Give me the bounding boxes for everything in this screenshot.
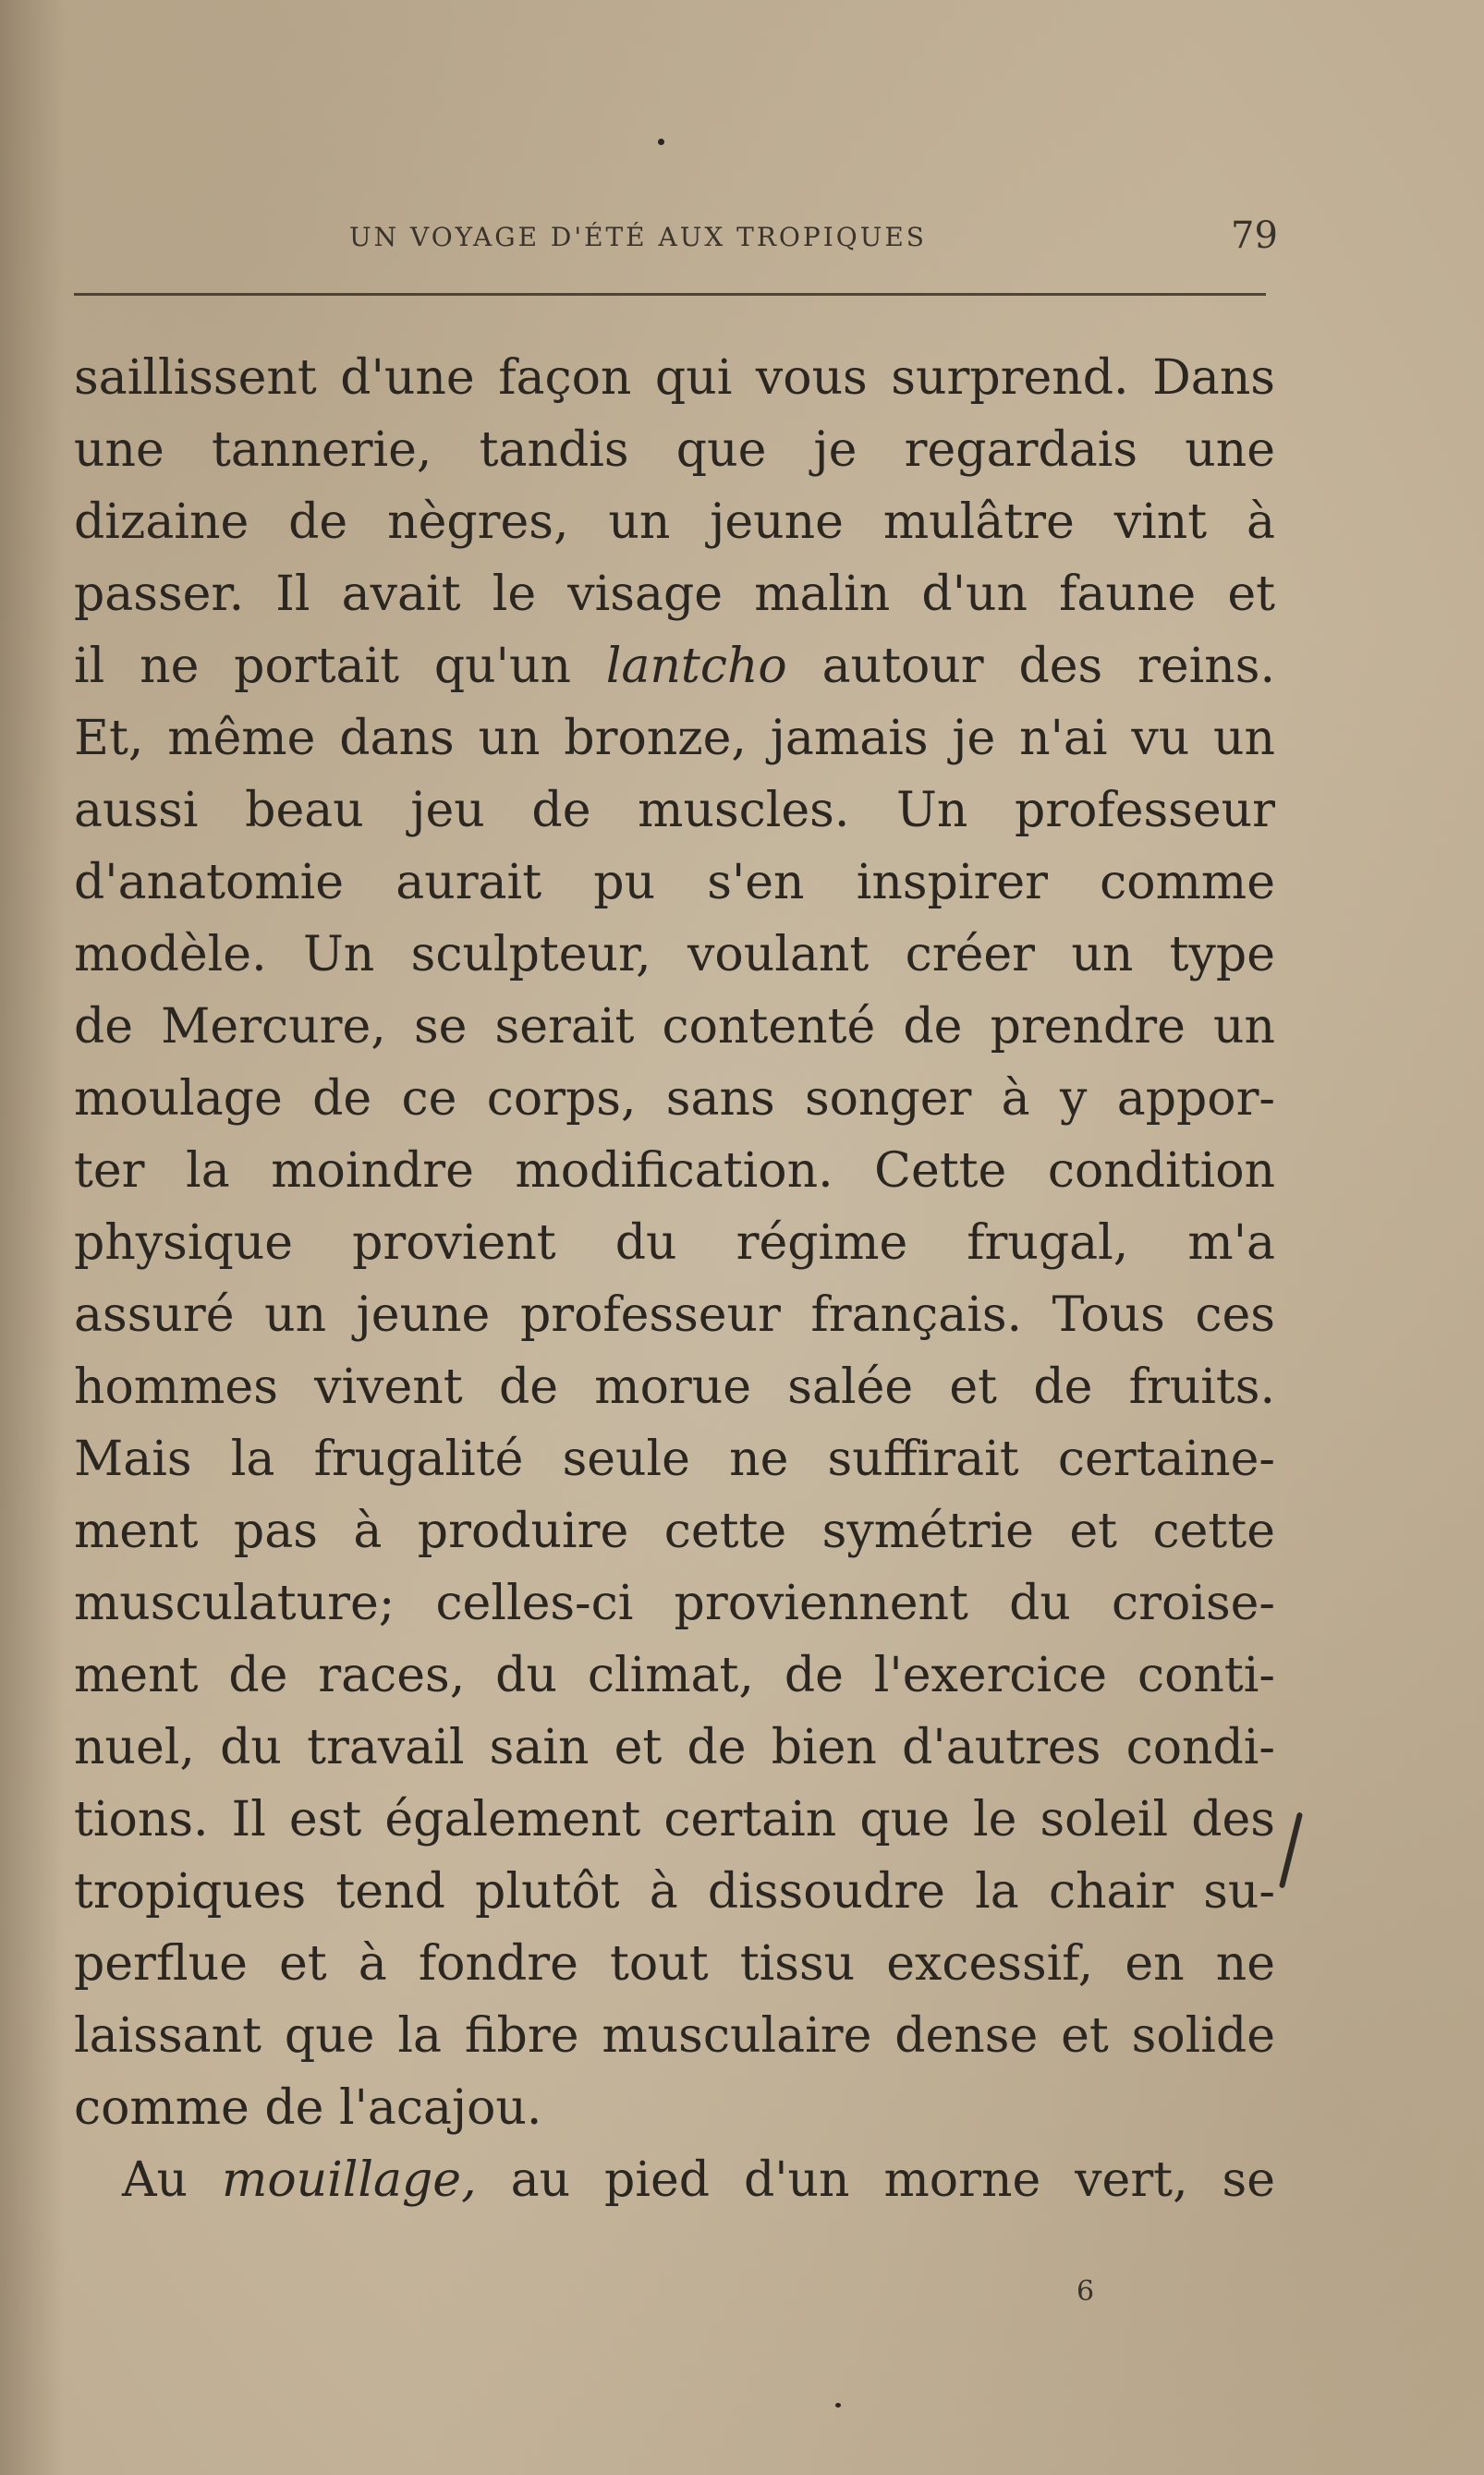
text-line: moulage de ce corps, sans songer à y appor-	[74, 1071, 1275, 1127]
body-text	[74, 342, 1275, 2216]
text-line: ter la moindre modification. Cette condition	[74, 1143, 1275, 1199]
text-line: passer. Il avait le visage malin d'un faune et	[74, 567, 1275, 622]
running-title: UN VOYAGE D'ÉTÉ AUX TROPIQUES	[349, 222, 927, 252]
page-shadow	[0, 0, 65, 2475]
text-line: physique provient du régime frugal, m'a	[74, 1215, 1275, 1271]
text-line: Et, même dans un bronze, jamais je n'ai vu un	[74, 711, 1275, 766]
text-line: laissant que la fibre musculaire dense et solide	[74, 2008, 1275, 2064]
text-segment: au pied d'un morne vert, se	[510, 2152, 1276, 2208]
signature-mark: 6	[1077, 2275, 1095, 2308]
text-segment: autour des reins.	[821, 639, 1276, 694]
text-line	[74, 630, 1275, 702]
text-line: nuel, du travail sain et de bien d'autres condi-	[74, 1720, 1275, 1775]
text-line: d'anatomie aurait pu s'en inspirer comme	[74, 855, 1275, 910]
text-line: tions. Il est également certain que le soleil des	[74, 1792, 1275, 1847]
text-line: saillissent d'une façon qui vous surprend. Dans	[74, 350, 1275, 406]
text-line: comme de l'acajou.	[74, 2080, 542, 2136]
text-line: musculature; celles-ci proviennent du croise-	[74, 1576, 1275, 1631]
text-line: de Mercure, se serait contenté de prendre un	[74, 999, 1275, 1055]
ink-speck	[835, 2403, 841, 2408]
text-line: ment de races, du climat, de l'exercice conti-	[74, 1648, 1275, 1703]
text-line: une tannerie, tandis que je regardais une	[74, 422, 1275, 478]
italic-word: lantcho	[605, 639, 787, 694]
text-line: assuré un jeune professeur français. Tous ces	[74, 1287, 1275, 1343]
page-number: 79	[1231, 214, 1278, 257]
text-line: Mais la frugalité seule ne suffirait certaine-	[74, 1432, 1275, 1487]
text-segment: Au	[122, 2152, 189, 2208]
text-line: perflue et à fondre tout tissu excessif, en ne	[74, 1936, 1275, 1992]
running-header	[0, 214, 1484, 259]
text-line: dizaine de nègres, un jeune mulâtre vint à	[74, 494, 1275, 550]
text-segment: il ne portait qu'un	[74, 639, 571, 694]
header-rule	[74, 293, 1266, 296]
text-line: modèle. Un sculpteur, voulant créer un type	[74, 927, 1275, 982]
ink-speck	[658, 139, 664, 145]
text-line: tropiques tend plutôt à dissoudre la chair su-	[74, 1864, 1275, 1920]
pencil-mark	[1279, 1812, 1303, 1889]
text-line	[74, 2144, 1275, 2216]
text-line: aussi beau jeu de muscles. Un professeur	[74, 783, 1275, 838]
italic-word: mouillage,	[222, 2152, 477, 2208]
text-line: hommes vivent de morue salée et de fruits.	[74, 1359, 1275, 1415]
text-line: ment pas à produire cette symétrie et cette	[74, 1504, 1275, 1559]
